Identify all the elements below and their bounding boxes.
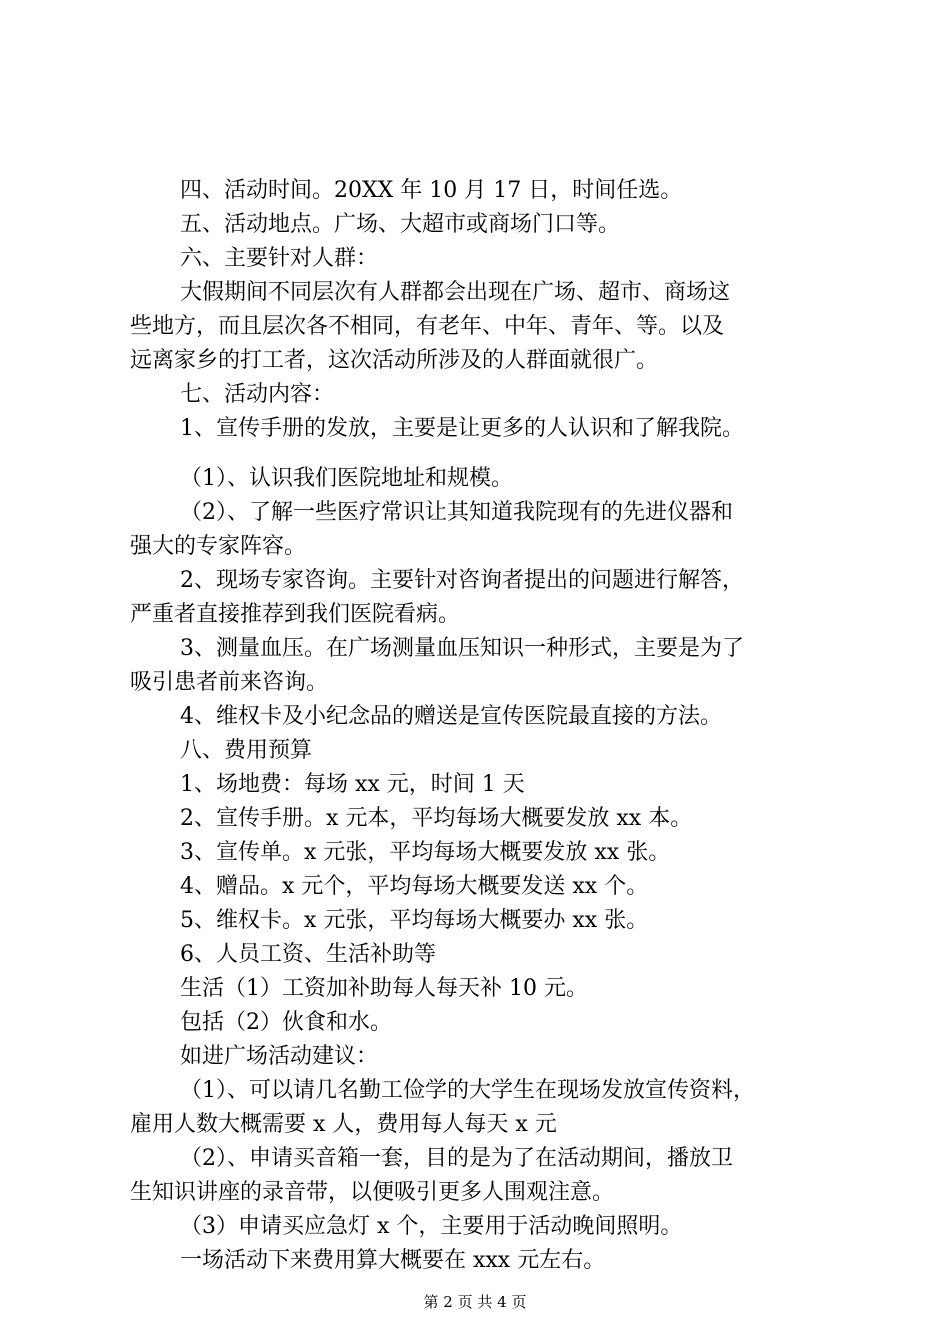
text-line: （2）、了解一些医疗常识让其知道我院现有的先进仪器和 (180, 500, 733, 525)
text-line: 些地方，而且层次各不相同，有老年、中年、青年、等。以及 (130, 314, 725, 339)
text-line: 一场活动下来费用算大概要在 xxx 元左右。 (180, 1248, 606, 1273)
text-line: （1）、认识我们医院地址和规模。 (180, 466, 513, 491)
text-line: 6、人员工资、生活补助等 (180, 942, 436, 967)
text-line: 1、场地费：每场 xx 元，时间 1 天 (180, 772, 525, 797)
text-line: 2、宣传手册。x 元本，平均每场大概要发放 xx 本。 (180, 806, 693, 831)
text-line: 3、测量血压。在广场测量血压知识一种形式，主要是为了 (180, 636, 744, 661)
text-line: 大假期间不同层次有人群都会出现在广场、超市、商场这 (180, 280, 731, 305)
text-line: 六、主要针对人群： (180, 246, 379, 271)
text-line: 3、宣传单。x 元张，平均每场大概要发放 xx 张。 (180, 840, 671, 865)
text-line: （3）申请买应急灯 x 个，主要用于活动晚间照明。 (180, 1214, 683, 1239)
text-line: 包括（2）伙食和水。 (180, 1010, 392, 1035)
text-line: 严重者直接推荐到我们医院看病。 (130, 602, 461, 627)
text-line: 远离家乡的打工者，这次活动所涉及的人群面就很广。 (130, 348, 659, 373)
text-line: 吸引患者前来咨询。 (130, 670, 329, 695)
text-line: 4、维权卡及小纪念品的赠送是宣传医院最直接的方法。 (180, 704, 722, 729)
text-line: 4、赠品。x 元个，平均每场大概要发送 xx 个。 (180, 874, 649, 899)
text-line: 5、维权卡。x 元张，平均每场大概要办 xx 张。 (180, 908, 649, 933)
text-line: 强大的专家阵容。 (130, 534, 307, 559)
text-line: 2、现场专家咨询。主要针对咨询者提出的问题进行解答， (180, 568, 744, 593)
text-line: （2）、申请买音箱一套，目的是为了在活动期间，播放卫 (180, 1146, 733, 1171)
page-footer: 第 2 页 共 4 页 (423, 1293, 527, 1311)
text-line: 雇用人数大概需要 x 人，费用每人每天 x 元 (130, 1112, 557, 1137)
text-line: 如进广场活动建议： (180, 1044, 379, 1069)
text-line: 四、活动时间。20XX 年 10 月 17 日，时间任选。 (180, 178, 683, 203)
text-line: 七、活动内容： (180, 382, 335, 407)
text-line: 生知识讲座的录音带，以便吸引更多人围观注意。 (130, 1180, 615, 1205)
text-line: 生活（1）工资加补助每人每天补 10 元。 (180, 976, 588, 1001)
text-line: 八、费用预算 (180, 738, 313, 763)
text-line: （1）、可以请几名勤工俭学的大学生在现场发放宣传资料， (180, 1078, 755, 1103)
text-line: 1、宣传手册的发放，主要是让更多的人认识和了解我院。 (180, 416, 744, 441)
text-line: 五、活动地点。广场、大超市或商场门口等。 (180, 212, 621, 237)
